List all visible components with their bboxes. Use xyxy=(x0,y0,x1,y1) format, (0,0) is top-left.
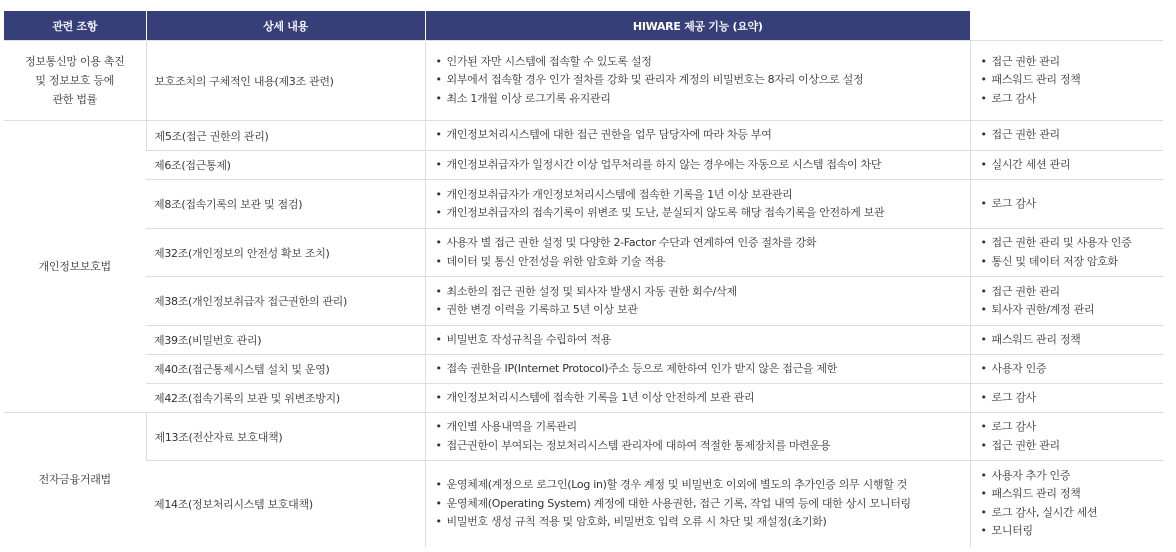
detail-item: • 운영체제(Operating System) 계정에 대한 사용권한, 접근 기록, 작업 내역 등에 대한 상시 모니터링 xyxy=(434,495,962,514)
details-cell xyxy=(425,151,970,180)
detail-list xyxy=(434,283,962,320)
header-details: 상세 내용 xyxy=(146,11,425,41)
table-row xyxy=(4,355,1163,384)
function-list xyxy=(979,331,1156,350)
detail-item: • 개인정보취급자의 접속기록이 위변조 및 도난, 분실되지 않도록 해당 접속기록을 안전하게 보관 xyxy=(434,204,962,223)
detail-item: • 개인정보처리시스템에 접속한 기록을 1년 이상 안전하게 보관 관리 xyxy=(434,389,962,408)
table-row xyxy=(4,413,1163,461)
function-item: • 퇴사자 권한/계정 관리 xyxy=(979,301,1156,320)
detail-list xyxy=(434,156,962,175)
function-item: • 실시간 세션 관리 xyxy=(979,156,1156,175)
detail-list xyxy=(434,476,962,532)
function-item: • 로그 감사 xyxy=(979,389,1156,408)
detail-item: • 사용자 별 접근 권한 설정 및 다양한 2-Factor 수단과 연계하여 인증 절차를 강화 xyxy=(434,234,962,253)
detail-list xyxy=(434,126,962,145)
article-cell: 제40조(접근통제시스템 설치 및 운영) xyxy=(146,355,425,384)
function-item: • 패스워드 관리 정책 xyxy=(979,331,1156,350)
law-name-line: 개인정보보호법 xyxy=(38,260,111,273)
detail-item: • 개인정보취급자가 일정시간 이상 업무처리를 하지 않는 경우에는 자동으로 시스템 접속이 차단 xyxy=(434,156,962,175)
detail-item: • 최소 1개월 이상 로그기록 유지관리 xyxy=(434,90,962,109)
details-cell xyxy=(425,326,970,355)
functions-cell xyxy=(970,326,1163,355)
function-list xyxy=(979,195,1156,214)
law-name-cell xyxy=(4,41,146,121)
function-list xyxy=(979,283,1156,320)
function-list xyxy=(979,234,1156,271)
function-list xyxy=(979,53,1156,109)
header-hiware-functions: HIWARE 제공 기능 (요약) xyxy=(425,11,970,41)
detail-list xyxy=(434,389,962,408)
article-cell: 제8조(접속기록의 보관 및 점검) xyxy=(146,180,425,229)
law-name-cell xyxy=(4,413,146,547)
functions-cell xyxy=(970,180,1163,229)
function-list xyxy=(979,126,1156,145)
functions-cell xyxy=(970,384,1163,413)
detail-item: • 운영체제(계정으로 로그인(Log in)할 경우 계정 및 비밀번호 이외에 별도의 추가인증 의무 시행할 것 xyxy=(434,476,962,495)
detail-item: • 비밀번호 작성규칙을 수립하여 적용 xyxy=(434,331,962,350)
function-item: • 접근 권한 관리 및 사용자 인증 xyxy=(979,234,1156,253)
article-cell: 제42조(접속기록의 보관 및 위변조방지) xyxy=(146,384,425,413)
details-cell xyxy=(425,413,970,461)
detail-item: • 권한 변경 이력을 기록하고 5년 이상 보관 xyxy=(434,301,962,320)
detail-item: • 개인정보처리시스템에 대한 접근 권한을 업무 담당자에 따라 차등 부여 xyxy=(434,126,962,145)
function-list xyxy=(979,467,1156,541)
detail-item: • 개인정보취급자가 개인정보처리시스템에 접속한 기록을 1년 이상 보관관리 xyxy=(434,186,962,205)
details-cell xyxy=(425,180,970,229)
function-list xyxy=(979,360,1156,379)
detail-item: • 외부에서 접속할 경우 인가 절차를 강화 및 관리자 계정의 비밀번호는 8자리 이상으로 설정 xyxy=(434,71,962,90)
detail-item: • 비밀번호 생성 규칙 적용 및 암호화, 비밀번호 입력 오류 시 차단 및 재설정(초기화) xyxy=(434,513,962,532)
function-item: • 접근 권한 관리 xyxy=(979,126,1156,145)
detail-list xyxy=(434,186,962,223)
detail-list xyxy=(434,234,962,271)
function-item: • 접근 권한 관리 xyxy=(979,53,1156,72)
article-cell: 제38조(개인정보취급자 접근권한의 관리) xyxy=(146,277,425,326)
table-row xyxy=(4,151,1163,180)
functions-cell xyxy=(970,41,1163,121)
functions-cell xyxy=(970,461,1163,547)
functions-cell xyxy=(970,229,1163,277)
details-cell xyxy=(425,355,970,384)
function-item: • 로그 감사 xyxy=(979,195,1156,214)
table-row xyxy=(4,384,1163,413)
article-cell: 보호조치의 구체적인 내용(제3조 관련) xyxy=(146,41,425,121)
table-row xyxy=(4,229,1163,277)
function-item: • 패스워드 관리 정책 xyxy=(979,485,1156,504)
function-item: • 접근 권한 관리 xyxy=(979,437,1156,456)
functions-cell xyxy=(970,355,1163,384)
detail-list xyxy=(434,360,962,379)
article-cell: 제5조(접근 권한의 관리) xyxy=(146,121,425,151)
function-item: • 로그 감사, 실시간 세션 xyxy=(979,504,1156,523)
law-name-line: 및 정보보호 등에 xyxy=(35,74,115,87)
functions-cell xyxy=(970,277,1163,326)
details-cell xyxy=(425,121,970,151)
detail-list xyxy=(434,418,962,455)
table-row xyxy=(4,180,1163,229)
details-cell xyxy=(425,229,970,277)
function-item: • 로그 감사 xyxy=(979,90,1156,109)
functions-cell xyxy=(970,121,1163,151)
details-cell xyxy=(425,277,970,326)
detail-item: • 데이터 및 통신 안전성을 위한 암호화 기술 적용 xyxy=(434,253,962,272)
header-related-article: 관련 조항 xyxy=(4,11,146,41)
table-row xyxy=(4,277,1163,326)
article-cell: 제32조(개인정보의 안전성 확보 조치) xyxy=(146,229,425,277)
detail-list xyxy=(434,53,962,109)
law-name-line: 정보통신망 이용 촉진 xyxy=(25,55,125,68)
detail-item: • 개인별 사용내역을 기록관리 xyxy=(434,418,962,437)
function-item: • 로그 감사 xyxy=(979,418,1156,437)
function-list xyxy=(979,389,1156,408)
details-cell xyxy=(425,384,970,413)
function-item: • 접근 권한 관리 xyxy=(979,283,1156,302)
functions-cell xyxy=(970,151,1163,180)
law-name-line: 전자금융거래법 xyxy=(38,473,111,487)
function-item: • 모니터링 xyxy=(979,522,1156,541)
table-row xyxy=(4,121,1163,151)
function-item: • 패스워드 관리 정책 xyxy=(979,71,1156,90)
detail-item: • 인가된 자만 시스템에 접속할 수 있도록 설정 xyxy=(434,53,962,72)
law-name-line: 관한 법률 xyxy=(52,93,97,106)
details-cell xyxy=(425,41,970,121)
function-item: • 사용자 추가 인증 xyxy=(979,467,1156,486)
detail-item: • 접근권한이 부여되는 정보처리시스템 관리자에 대하여 적절한 통제장치를 마련운용 xyxy=(434,437,962,456)
detail-list xyxy=(434,331,962,350)
article-cell: 제13조(전산자료 보호대책) xyxy=(146,413,425,461)
details-cell xyxy=(425,461,970,547)
functions-cell xyxy=(970,413,1163,461)
table-row xyxy=(4,41,1163,121)
function-item: • 통신 및 데이터 저장 암호화 xyxy=(979,253,1156,272)
law-name-cell xyxy=(4,121,146,413)
article-cell: 제14조(정보처리시스템 보호대책) xyxy=(146,461,425,547)
table-body xyxy=(4,41,1163,547)
table-header-row xyxy=(4,11,1163,41)
function-list xyxy=(979,418,1156,455)
article-cell: 제39조(비밀번호 관리) xyxy=(146,326,425,355)
table-row xyxy=(4,461,1163,547)
regulation-table xyxy=(4,11,1163,547)
function-item: • 사용자 인증 xyxy=(979,360,1156,379)
table-row xyxy=(4,326,1163,355)
detail-item: • 최소한의 접근 권한 설정 및 퇴사자 발생시 자동 권한 회수/삭제 xyxy=(434,283,962,302)
function-list xyxy=(979,156,1156,175)
article-cell: 제6조(접근통제) xyxy=(146,151,425,180)
detail-item: • 접속 권한을 IP(Internet Protocol)주소 등으로 제한하여 인가 받지 않은 접근을 제한 xyxy=(434,360,962,379)
